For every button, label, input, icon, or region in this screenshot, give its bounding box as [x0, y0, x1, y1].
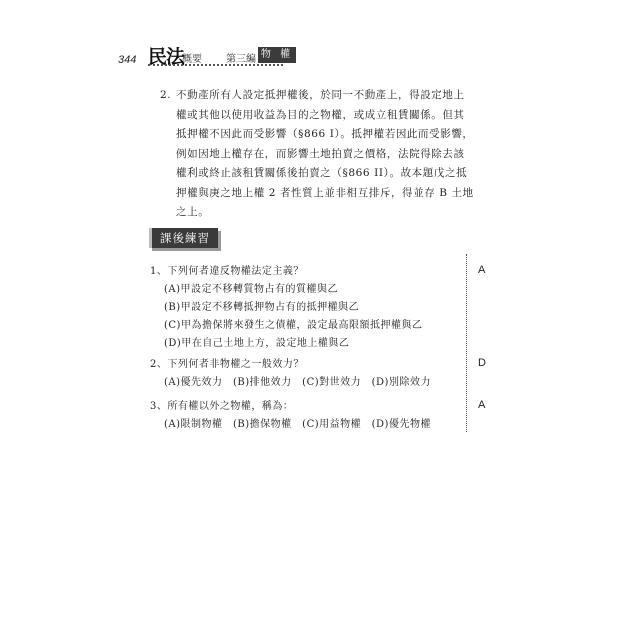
question-2 — [150, 355, 431, 392]
question-option: (A)優先效力 (B)排他效力 (C)對世效力 (D)別除效力 — [164, 377, 431, 388]
question-option: (D)甲在自己土地上方，設定地上權與乙 — [164, 338, 350, 349]
question-stem: 3、所有權以外之物權，稱為： — [150, 401, 294, 412]
page-number: 344 — [118, 54, 137, 66]
answer-column-divider — [466, 254, 467, 432]
question-option: (A)限制物權 (B)擔保物權 (C)用益物權 (D)優先物權 — [164, 419, 431, 430]
question-stem: 2、下列何者非物權之一般效力？ — [150, 359, 304, 370]
header-dotted-rule — [148, 64, 283, 66]
answer-2: D — [478, 357, 486, 369]
question-stem: 1、下列何者違反物權法定主義？ — [150, 266, 304, 277]
running-header — [118, 44, 518, 70]
question-option: (C)甲為擔保將來發生之債權，設定最高限額抵押權與乙 — [164, 320, 423, 331]
question-option: (A)甲設定不移轉質物占有的質權與乙 — [164, 284, 339, 295]
paragraph-number: 2. — [160, 89, 172, 101]
paragraph-line: 不動產所有人設定抵押權後，於同一不動產上，得設定地上 — [176, 89, 465, 101]
part-title: 物 權 — [258, 47, 296, 63]
paragraph-line: 押權與庚之地上權 2 者性質上並非相互排斥，得並存 B 土地 — [176, 186, 474, 199]
answer-1: A — [478, 264, 486, 276]
question-3 — [150, 397, 431, 434]
paragraph-line: 例如因地上權存在，而影響土地拍賣之價格，法院得除去該 — [176, 147, 465, 160]
answer-paragraph — [160, 86, 496, 223]
paragraph-line: 抵押權不因此而受影響（§866 I）。抵押權若因此而受影響， — [176, 128, 474, 140]
paragraph-line: 權利或終止該租賃關係後拍賣之（§866 II）。故本題戊之抵 — [176, 167, 468, 179]
book-logo: 民法 — [148, 46, 185, 68]
paragraph-line: 權或其他以使用收益為目的之物權，或成立租賃關係。但其 — [176, 108, 465, 121]
book-subtitle: 概要 — [182, 54, 202, 65]
paragraph-line: 之上。 — [176, 206, 210, 218]
part-label: 第三編 — [226, 54, 256, 65]
section-title: 課後練習 — [149, 228, 218, 248]
question-1 — [150, 262, 422, 353]
question-option: (B)甲設定不移轉抵押物占有的抵押權與乙 — [164, 302, 360, 313]
answer-3: A — [478, 399, 486, 411]
